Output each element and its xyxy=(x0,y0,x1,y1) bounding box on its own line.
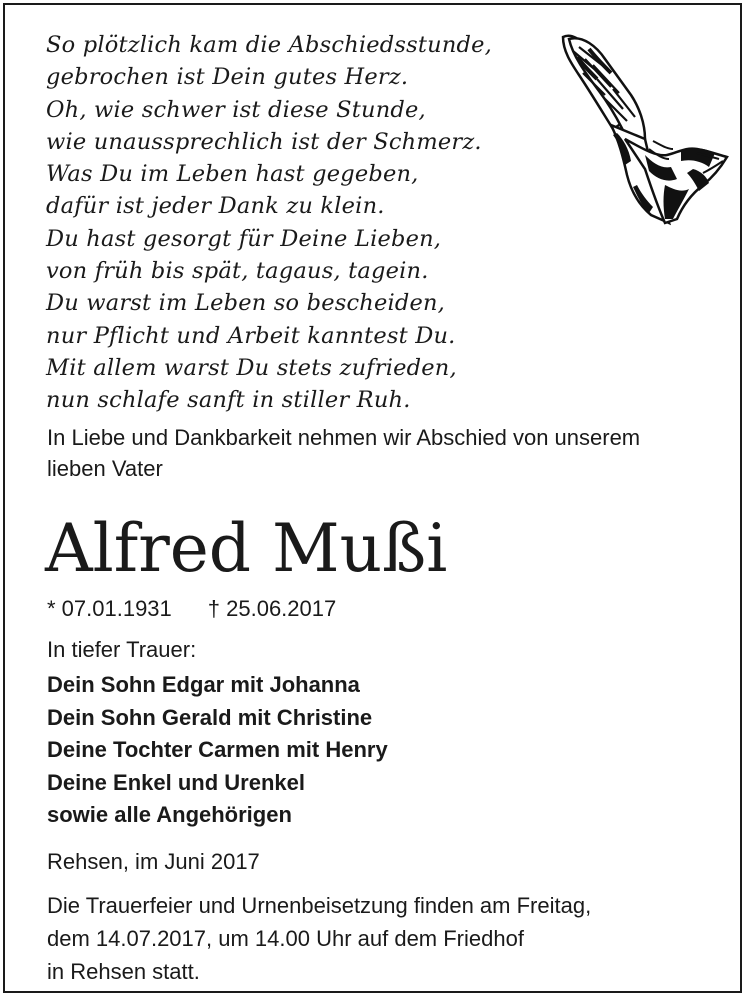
poem-line: Oh, wie schwer ist diese Stunde, xyxy=(46,96,426,123)
poem-line: So plötzlich kam die Abschiedsstunde, xyxy=(46,32,492,58)
poem-line: Was Du im Leben hast gegeben, xyxy=(46,161,419,188)
funeral-notice xyxy=(47,889,591,988)
poem-line: nun schlafe sanft in stiller Ruh. xyxy=(46,387,411,414)
mourner-entry: sowie alle Angehörigen xyxy=(47,802,292,827)
birth-date: * 07.01.1931 xyxy=(47,596,172,621)
funeral-line: Die Trauerfeier und Urnenbeisetzung finden am Freitag, xyxy=(47,893,592,918)
mourner-entry: Deine Enkel und Urenkel xyxy=(47,769,305,795)
praying-hands-icon xyxy=(553,29,731,229)
memorial-poem xyxy=(46,29,492,417)
mourners-list xyxy=(47,669,388,832)
funeral-line: in Rehsen statt. xyxy=(47,959,200,984)
poem-line: von früh bis spät, tagaus, tagein. xyxy=(46,258,429,285)
funeral-line: dem 14.07.2017, um 14.00 Uhr auf dem Friedhof xyxy=(47,926,524,951)
death-date: † 25.06.2017 xyxy=(207,596,337,621)
mourning-heading: In tiefer Trauer: xyxy=(47,637,197,662)
mourner-entry: Dein Sohn Gerald mit Christine xyxy=(47,704,373,730)
poem-line: Du warst im Leben so bescheiden, xyxy=(46,290,446,317)
poem-line: Mit allem warst Du stets zufrieden, xyxy=(46,354,457,381)
deceased-name: Alfred Mußi xyxy=(45,510,448,587)
obituary-frame xyxy=(3,3,742,993)
poem-line: dafür ist jeder Dank zu klein. xyxy=(46,193,385,220)
mourner-entry: Dein Sohn Edgar mit Johanna xyxy=(47,672,360,697)
poem-line: gebrochen ist Dein gutes Herz. xyxy=(46,64,409,91)
mourner-entry: Deine Tochter Carmen mit Henry xyxy=(47,737,388,762)
poem-line: wie unaussprechlich ist der Schmerz. xyxy=(46,128,482,155)
place-and-date: Rehsen, im Juni 2017 xyxy=(47,849,260,874)
poem-line: nur Pflicht und Arbeit kanntest Du. xyxy=(46,322,456,349)
farewell-text: In Liebe und Dankbarkeit nehmen wir Abschied von unserem lieben Vater xyxy=(47,425,641,481)
poem-line: Du hast gesorgt für Deine Lieben, xyxy=(46,225,442,252)
life-dates xyxy=(47,594,336,624)
